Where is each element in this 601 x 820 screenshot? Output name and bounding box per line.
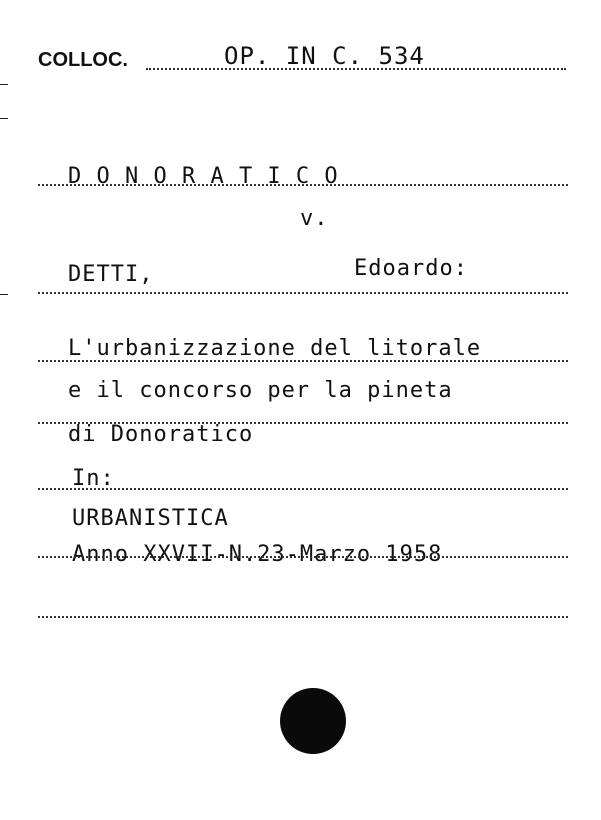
see-reference: v. bbox=[300, 206, 329, 231]
colloc-label: COLLOC. bbox=[38, 49, 128, 71]
author-dotted-line bbox=[38, 292, 568, 294]
edge-tick-mark bbox=[0, 294, 8, 295]
edge-tick-mark bbox=[0, 118, 8, 119]
journal-issue: Anno XXVII-N.23-Marzo 1958 bbox=[72, 542, 443, 567]
author-given-name: Edoardo: bbox=[354, 256, 468, 281]
journal-name: URBANISTICA bbox=[72, 506, 229, 531]
edge-tick-mark bbox=[0, 84, 8, 85]
empty-dotted-line bbox=[38, 616, 568, 618]
subject-heading: D O N O R A T I C O bbox=[68, 164, 339, 189]
title-line-1: L'urbanizzazione del litorale bbox=[68, 336, 482, 361]
title-dotted-line-1 bbox=[38, 360, 568, 362]
author-surname: DETTI, bbox=[68, 262, 154, 287]
title-line-2: e il concorso per la pineta bbox=[68, 378, 453, 403]
punch-hole bbox=[280, 688, 346, 754]
shelfmark: OP. IN C. 534 bbox=[224, 42, 425, 70]
in-dotted-line bbox=[38, 488, 568, 490]
title-line-3: di Donoratico bbox=[68, 422, 254, 447]
in-label: In: bbox=[72, 466, 115, 491]
issue-dotted-line bbox=[38, 556, 568, 558]
